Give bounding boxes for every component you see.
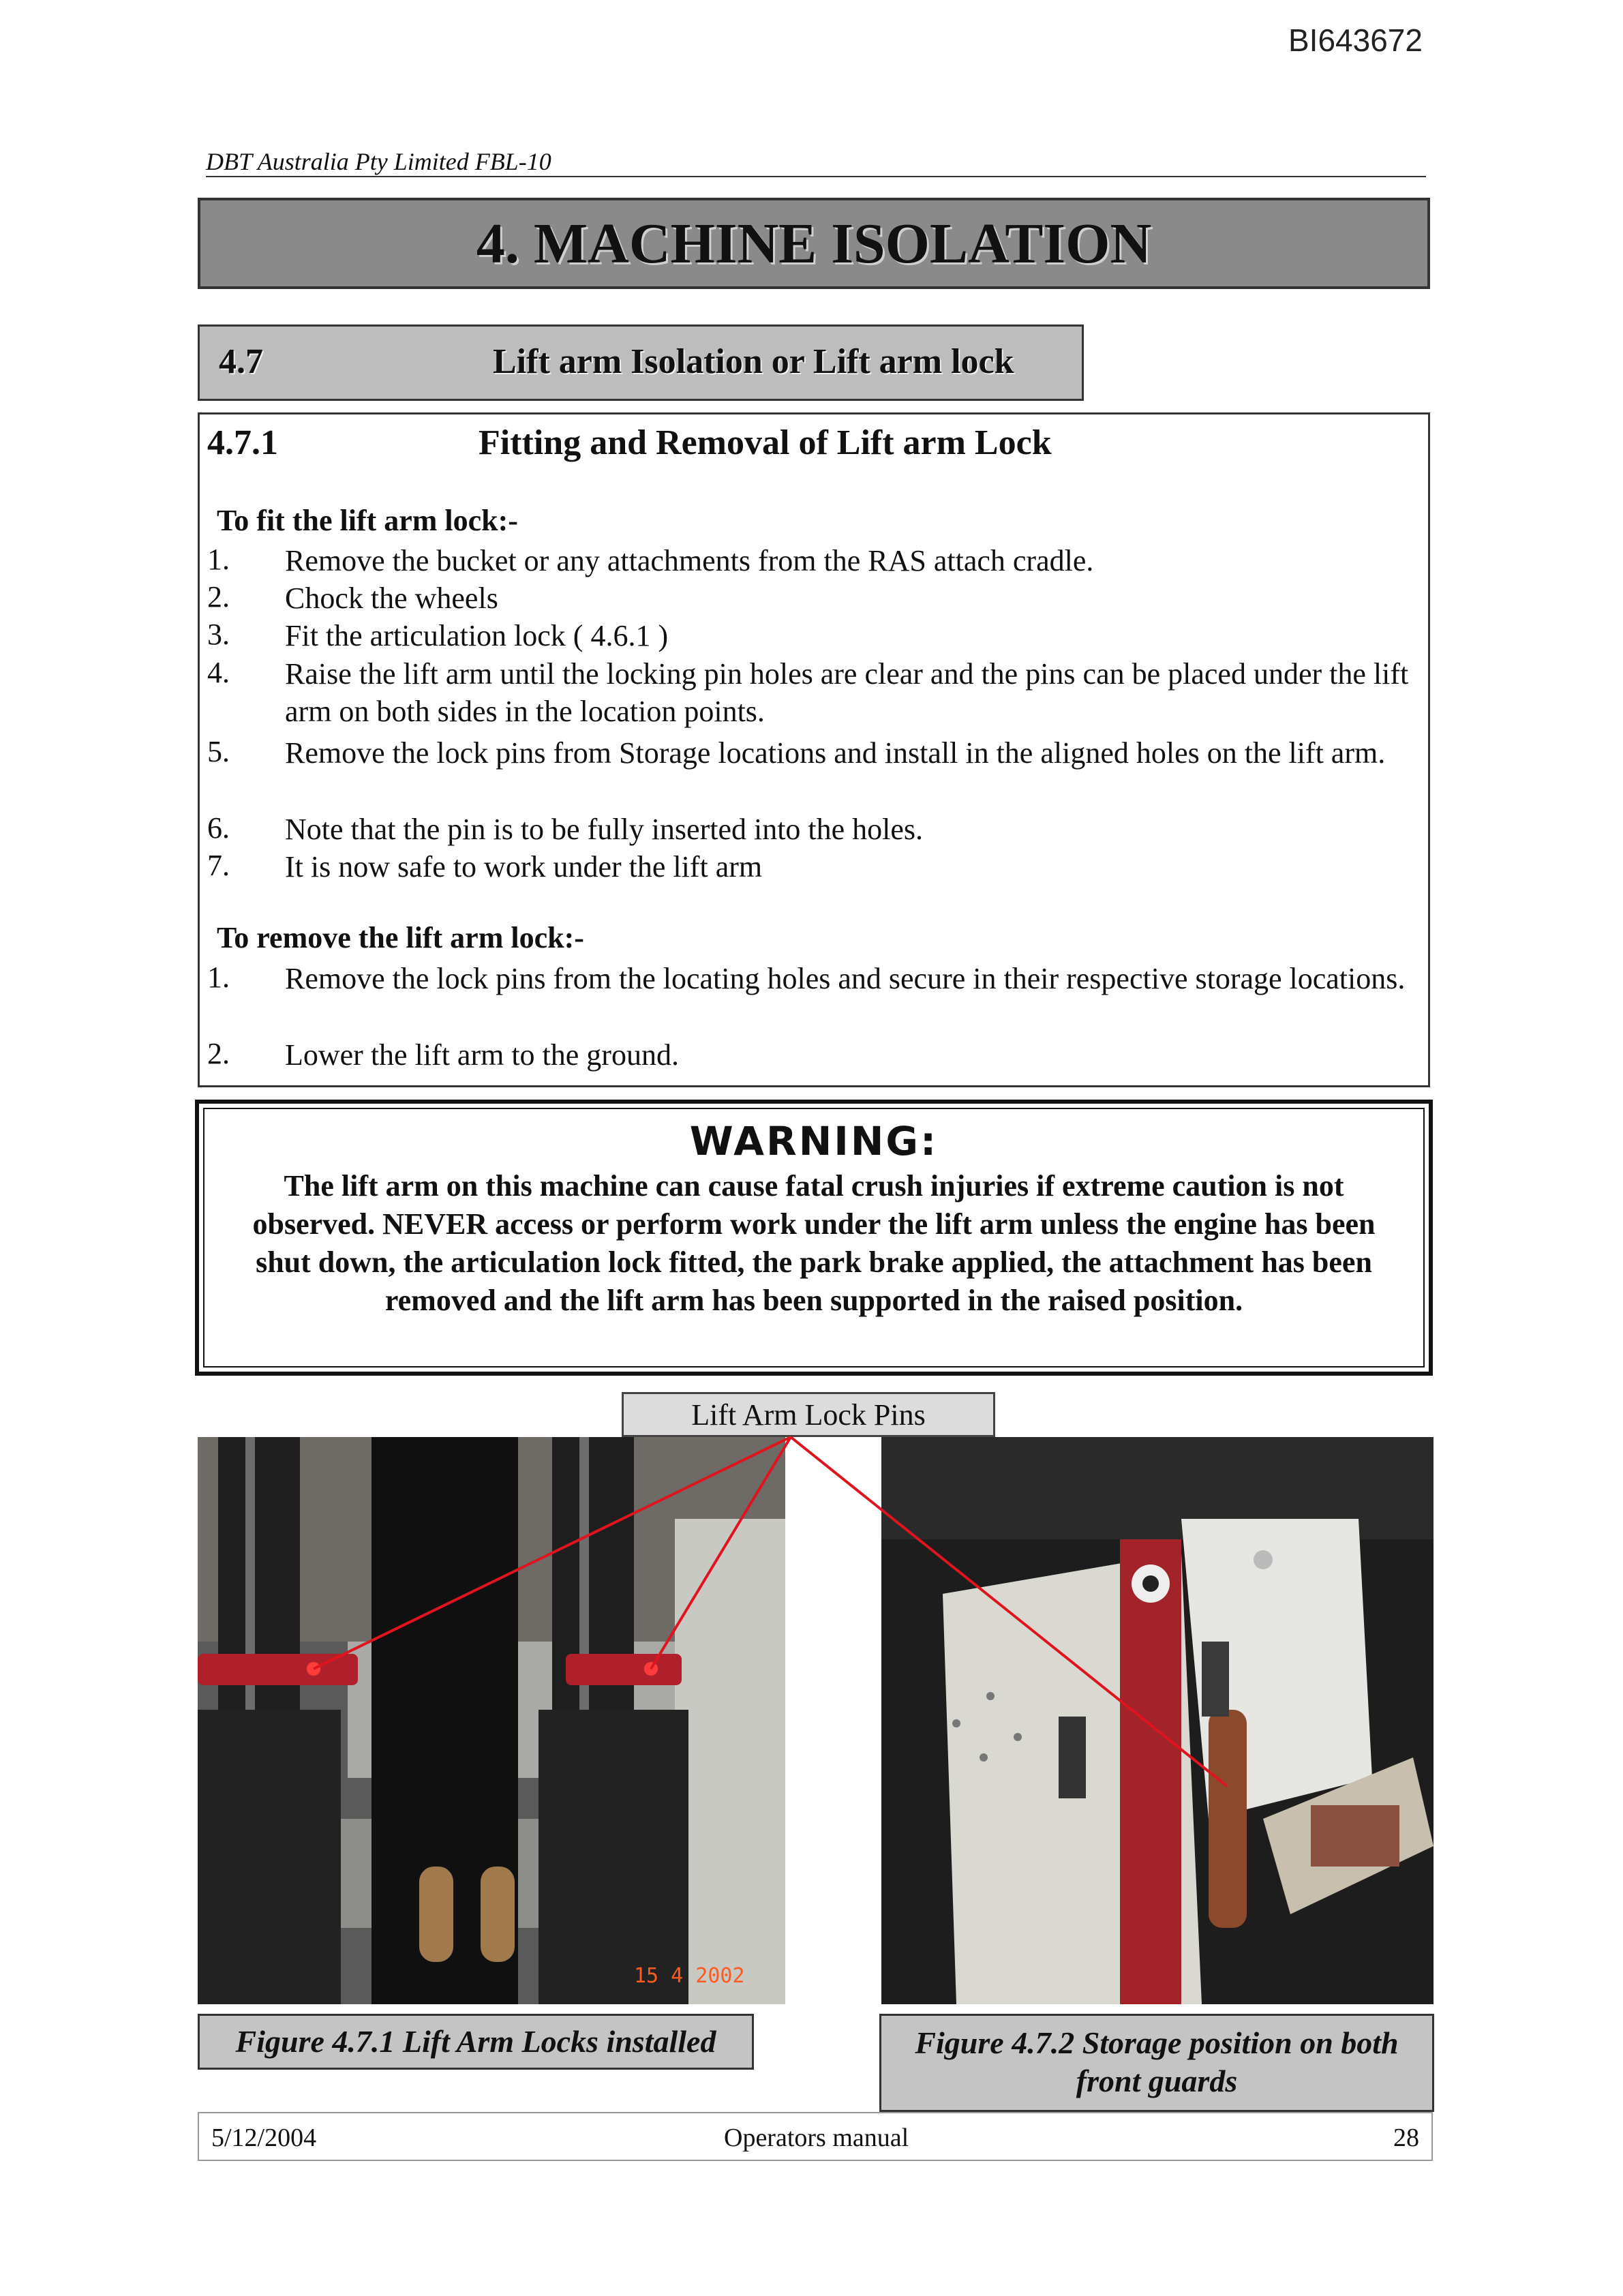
footer-date: 5/12/2004 <box>211 2124 317 2152</box>
page-number: 28 <box>1393 2124 1419 2152</box>
fit-step-text: Remove the lock pins from Storage locations and install in the aligned holes on the lift arm. <box>285 736 1386 770</box>
remove-heading: To remove the lift arm lock:- <box>217 921 584 954</box>
photo-date-stamp: 15 4 2002 <box>634 1964 745 1988</box>
remove-step-number: 2. <box>207 1037 230 1070</box>
running-head: DBT Australia Pty Limited FBL-10 <box>206 148 551 175</box>
fit-step-number: 7. <box>207 849 230 882</box>
fit-step-number: 3. <box>207 618 230 651</box>
warning-title: WARNING: <box>689 1118 939 1164</box>
chapter-title: 4. MACHINE ISOLATION <box>198 198 1430 289</box>
fit-step-text: Chock the wheels <box>285 581 498 615</box>
fit-step-text: Fit the articulation lock ( 4.6.1 ) <box>285 619 669 652</box>
fit-step-number: 2. <box>207 580 230 614</box>
figure-4-7-2-caption: Figure 4.7.2 Storage position on both front guards <box>879 2014 1434 2112</box>
section-number: 4.7 <box>219 342 263 381</box>
fit-heading: To fit the lift arm lock:- <box>217 504 518 537</box>
subsection-title: Fitting and Removal of Lift arm Lock <box>479 423 1052 462</box>
subsection-number: 4.7.1 <box>207 423 278 462</box>
warning-text: The lift arm on this machine can cause fatal crush injuries if extreme caution is not observed. NEVER access or perform work under the lift arm unless the engine has been shut down, the articulation lock fitted, the park brake applied, the attachment has been removed and the lift arm has been supported in the raised position. <box>252 1169 1376 1317</box>
figure-4-7-1-caption: Figure 4.7.1 Lift Arm Locks installed <box>198 2014 754 2070</box>
fit-step-text: It is now safe to work under the lift arm <box>285 850 763 883</box>
fit-step-number: 5. <box>207 735 230 768</box>
fit-step-text: Note that the pin is to be fully inserted into the holes. <box>285 813 924 846</box>
fit-step-number: 6. <box>207 811 230 845</box>
page-footer <box>198 2112 1433 2161</box>
remove-step-text: Lower the lift arm to the ground. <box>285 1038 679 1072</box>
document-id: BI643672 <box>1288 22 1423 58</box>
fit-step-number: 1. <box>207 543 230 576</box>
fit-step-number: 4. <box>207 656 230 689</box>
footer-title: Operators manual <box>724 2124 909 2152</box>
lift-arm-lock-pins-label: Lift Arm Lock Pins <box>622 1392 995 1437</box>
remove-step-number: 1. <box>207 961 230 994</box>
fit-step-text: Remove the bucket or any attachments from the RAS attach cradle. <box>285 544 1094 577</box>
fit-step-text: Raise the lift arm until the locking pin holes are clear and the pins can be placed under the lift arm on both sides in the location points. <box>285 657 1409 728</box>
section-title: Lift arm Isolation or Lift arm lock <box>493 342 1014 381</box>
remove-step-text: Remove the lock pins from the locating holes and secure in their respective storage locations. <box>285 962 1406 995</box>
